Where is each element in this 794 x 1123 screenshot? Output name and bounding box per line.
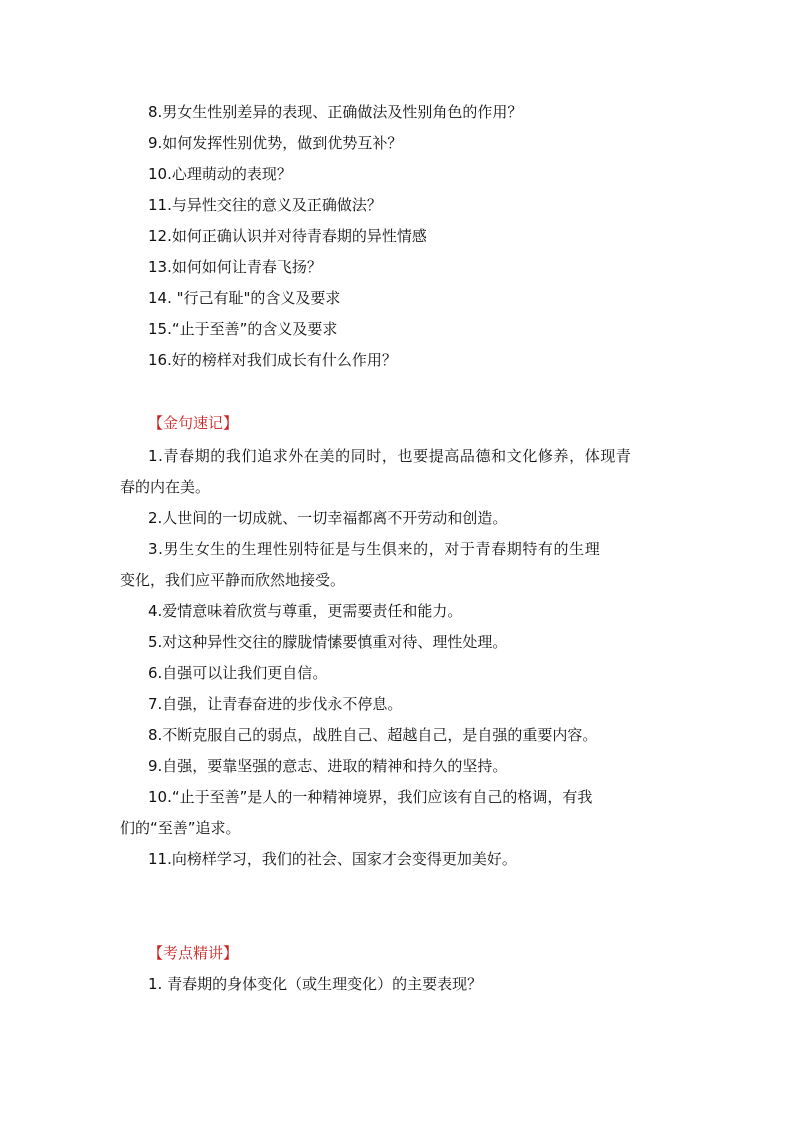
golden-sentence: 1.青春期的我们追求外在美的同时，也要提高品德和文化修养，体现青 bbox=[148, 447, 632, 465]
question-item: 10.心理萌动的表现？ bbox=[148, 165, 292, 183]
golden-sentence: 7.自强，让青春奋进的步伐永不停息。 bbox=[148, 695, 403, 713]
golden-sentence-continuation: 变化，我们应平静而欣然地接受。 bbox=[120, 571, 346, 589]
golden-sentence-continuation: 们的“至善”追求。 bbox=[120, 819, 241, 837]
question-item: 8.男女生性别差异的表现、正确做法及性别角色的作用？ bbox=[148, 103, 523, 121]
golden-sentence: 4.爱情意味着欣赏与尊重，更需要责任和能力。 bbox=[148, 602, 463, 620]
key-point-item: 1. 青春期的身体变化（或生理变化）的主要表现？ bbox=[148, 975, 483, 993]
golden-sentence: 9.自强，要靠坚强的意志、进取的精神和持久的坚持。 bbox=[148, 757, 508, 775]
question-item: 16.好的榜样对我们成长有什么作用？ bbox=[148, 351, 397, 369]
question-item: 12.如何正确认识并对待青春期的异性情感 bbox=[148, 227, 427, 245]
golden-sentence-continuation: 春的内在美。 bbox=[120, 478, 211, 496]
section-heading-golden: 【金句速记】 bbox=[148, 414, 239, 432]
question-item: 14. "行己有耻"的含义及要求 bbox=[148, 289, 341, 307]
golden-sentence: 6.自强可以让我们更自信。 bbox=[148, 664, 328, 682]
golden-sentence: 5.对这种异性交往的朦胧情愫要慎重对待、理性处理。 bbox=[148, 633, 508, 651]
golden-sentence: 11.向榜样学习，我们的社会、国家才会变得更加美好。 bbox=[148, 850, 517, 868]
golden-sentence: 3.男生女生的生理性别特征是与生俱来的，对于青春期特有的生理 bbox=[148, 540, 601, 558]
golden-sentence: 10.“止于至善”是人的一种精神境界，我们应该有自己的格调，有我 bbox=[148, 788, 593, 806]
question-item: 15.“止于至善”的含义及要求 bbox=[148, 320, 338, 338]
golden-sentence: 8.不断克服自己的弱点，战胜自己、超越自己，是自强的重要内容。 bbox=[148, 726, 598, 744]
section-heading-points: 【考点精讲】 bbox=[148, 944, 239, 962]
golden-sentence: 2.人世间的一切成就、一切幸福都离不开劳动和创造。 bbox=[148, 509, 508, 527]
question-item: 9.如何发挥性别优势，做到优势互补？ bbox=[148, 134, 403, 152]
question-item: 11.与异性交往的意义及正确做法？ bbox=[148, 196, 382, 214]
question-item: 13.如何如何让青春飞扬？ bbox=[148, 258, 322, 276]
